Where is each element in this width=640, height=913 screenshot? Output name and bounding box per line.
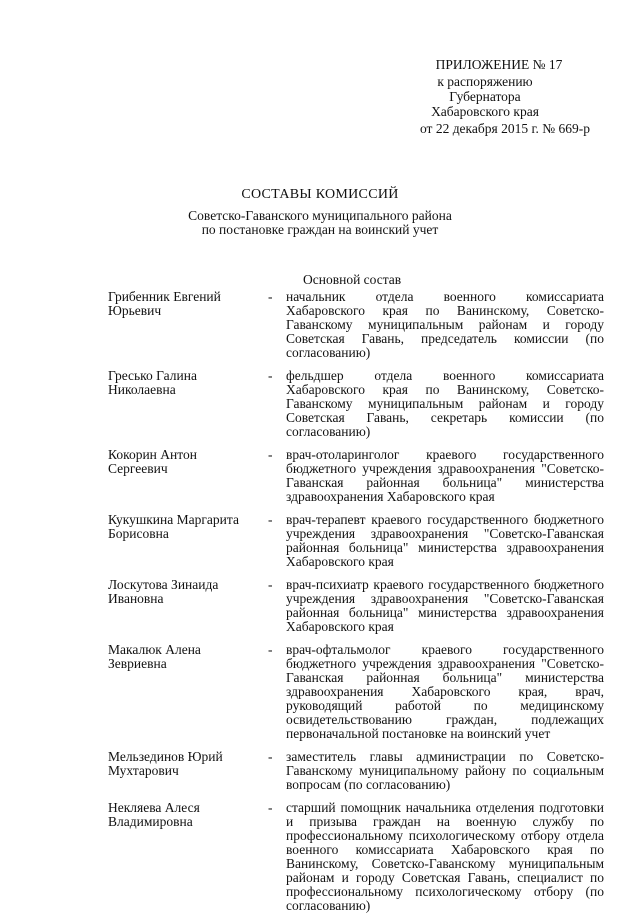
member-name bbox=[108, 290, 268, 318]
member-given-name: Ивановна bbox=[108, 591, 164, 606]
member-name bbox=[108, 369, 268, 397]
document-title: СОСТАВЫ КОМИССИЙ bbox=[241, 187, 399, 202]
member-dash: - bbox=[268, 512, 273, 527]
member-dash: - bbox=[268, 800, 273, 815]
member-given-name: Сергеевич bbox=[108, 461, 168, 476]
member-entry bbox=[108, 448, 608, 504]
member-surname: Кокорин Антон bbox=[108, 447, 197, 462]
member-given-name: Борисовна bbox=[108, 526, 169, 541]
section-title: Основной состав bbox=[303, 272, 402, 287]
appendix-date: от 22 декабря 2015 г. № 669-р bbox=[419, 121, 590, 136]
member-description: врач-отоларинголог краевого государственного бюджетного учреждения здравоохранения "Советско-Гаванская районная больница" министерства здравоохранения Хабаровского края bbox=[286, 447, 604, 504]
member-entry bbox=[108, 513, 608, 569]
members-list bbox=[108, 290, 608, 913]
member-surname: Лоскутова Зинаида bbox=[108, 577, 219, 592]
member-name bbox=[108, 750, 268, 778]
member-surname: Некляева Алеся bbox=[108, 800, 200, 815]
appendix-number: ПРИЛОЖЕНИЕ № 17 bbox=[435, 57, 563, 72]
member-entry bbox=[108, 578, 608, 634]
member-description: старший помощник начальника отделения подготовки и призыва граждан на военную службу по профессиональному психологическому отбору отдела военного комиссариата Хабаровского края по Ванинскому, Советско-Гаванскому муниципальным районам и городу Советская Гавань, специалист по профессиональному психологическому отбору (по согласованию) bbox=[286, 800, 604, 913]
member-description: начальник отдела военного комиссариата Хабаровского края по Ванинскому, Советско-Гаванскому муниципальным районам и городу Советская Гавань, председатель комиссии (по согласованию) bbox=[286, 289, 604, 360]
subtitle-line-1: Советско-Гаванского муниципального района bbox=[188, 208, 452, 223]
member-description: врач-офтальмолог краевого государственного бюджетного учреждения здравоохранения "Советско-Гаванская районная больница" министерства здравоохранения Хабаровского края, врач, руководящий работой по медицинскому освидетельствованию граждан, подлежащих первоначальной постановке на воинский учет bbox=[286, 642, 604, 741]
member-given-name: Мухтарович bbox=[108, 763, 179, 778]
appendix-line-3: Хабаровского края bbox=[431, 104, 539, 119]
member-description: врач-терапевт краевого государственного бюджетного учреждения здравоохранения "Советско-Гаванская районная больница" министерства здравоохранения Хабаровского края bbox=[286, 512, 604, 569]
member-entry bbox=[108, 801, 608, 913]
appendix-line-1: к распоряжению bbox=[437, 74, 533, 89]
member-given-name: Николаевна bbox=[108, 382, 176, 397]
member-dash: - bbox=[268, 577, 273, 592]
member-surname: Грибенник Евгений bbox=[108, 289, 221, 304]
member-surname: Кукушкина Маргарита bbox=[108, 512, 239, 527]
member-dash: - bbox=[268, 749, 273, 764]
member-name bbox=[108, 513, 268, 541]
member-surname: Гресько Галина bbox=[108, 368, 197, 383]
member-name bbox=[108, 801, 268, 829]
appendix-line-2: Губернатора bbox=[449, 89, 521, 104]
member-entry bbox=[108, 643, 608, 741]
member-name bbox=[108, 643, 268, 671]
member-given-name: Зевриевна bbox=[108, 656, 167, 671]
member-entry bbox=[108, 290, 608, 360]
member-description: врач-психиатр краевого государственного бюджетного учреждения здравоохранения "Советско-Гаванская районная больница" министерства здравоохранения Хабаровского края bbox=[286, 577, 604, 634]
member-entry bbox=[108, 750, 608, 792]
member-dash: - bbox=[268, 289, 273, 304]
member-given-name: Юрьевич bbox=[108, 303, 162, 318]
member-dash: - bbox=[268, 642, 273, 657]
appendix-header bbox=[380, 57, 590, 136]
member-dash: - bbox=[268, 447, 273, 462]
member-given-name: Владимировна bbox=[108, 814, 193, 829]
member-surname: Мельзединов Юрий bbox=[108, 749, 223, 764]
member-surname: Макалюк Алена bbox=[108, 642, 201, 657]
member-name bbox=[108, 448, 268, 476]
subtitle-line-2: по постановке граждан на воинский учет bbox=[201, 222, 439, 237]
member-description: заместитель главы администрации по Советско-Гаванскому муниципальному району по социальным вопросам (по согласованию) bbox=[286, 749, 604, 792]
member-entry bbox=[108, 369, 608, 439]
member-description: фельдшер отдела военного комиссариата Хабаровского края по Ванинскому, Советско-Гаванскому муниципальным районам и городу Советская Гавань, секретарь комиссии (по согласованию) bbox=[286, 368, 604, 439]
member-dash: - bbox=[268, 368, 273, 383]
document-subtitle bbox=[0, 209, 640, 237]
member-name bbox=[108, 578, 268, 606]
